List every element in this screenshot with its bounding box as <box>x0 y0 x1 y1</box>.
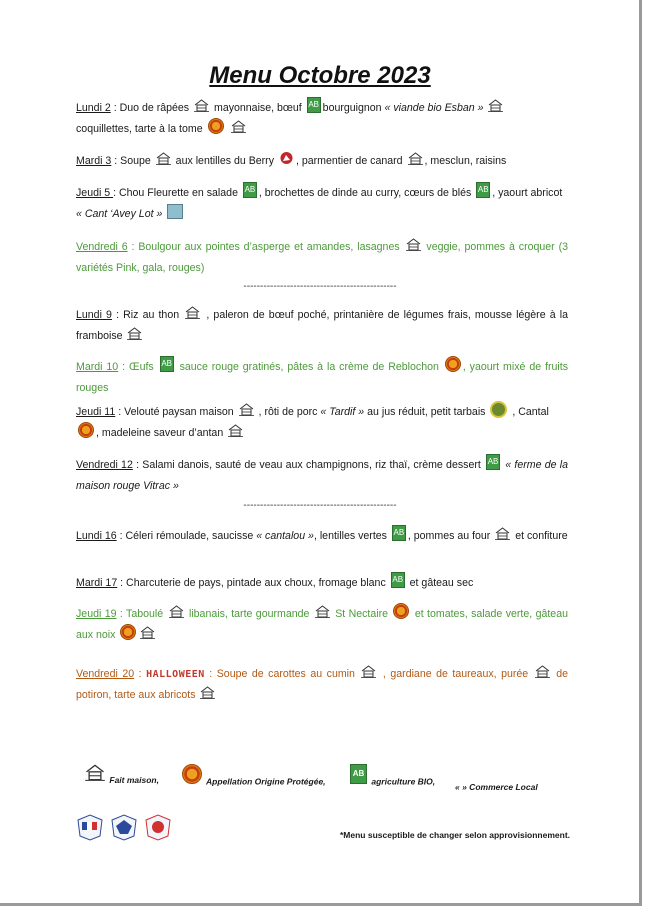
aop-icon <box>78 422 94 438</box>
fait-maison-icon <box>495 527 510 540</box>
bio-icon: AB <box>486 454 500 470</box>
day-label: Jeudi 11 <box>76 406 116 418</box>
bio-icon: AB <box>392 525 406 541</box>
menu-jeudi-19: Jeudi 19 : Taboulé libanais, tarte gourmande St Nectaire et tomates, salade verte, gâteau aux noix <box>76 604 568 646</box>
menu-vendredi-12: Vendredi 12 : Salami danois, sauté de veau aux champignons, riz thaï, crème dessert AB « ferme de la maison rouge Vitrac » <box>76 455 568 497</box>
aop-icon <box>445 356 461 372</box>
fait-maison-icon <box>488 99 503 112</box>
page-title: Menu Octobre 2023 <box>209 62 431 89</box>
label-rouge-icon <box>279 151 294 165</box>
fait-maison-icon <box>185 306 200 319</box>
menu-lundi-16: Lundi 16 : Céleri rémoulade, saucisse « cantalou », lentilles vertes AB , pommes au four et confiture <box>76 526 568 547</box>
fait-maison-icon <box>315 605 330 618</box>
legend-commerce-local: « » Commerce Local <box>455 782 538 792</box>
menu-vendredi-6: Vendredi 6 : Boulgour aux pointes d’asperge et amandes, lasagnes veggie, pommes à croquer (3 variétés Pink, gala, rouges) <box>76 237 568 279</box>
igp-icon <box>490 401 507 418</box>
day-label: Mardi 17 <box>76 577 118 589</box>
bio-icon: AB <box>476 182 490 198</box>
fait-maison-icon <box>156 152 171 165</box>
fait-maison-icon <box>406 238 421 251</box>
day-label: Jeudi 19 <box>76 608 117 620</box>
day-label: Lundi 2 <box>76 102 111 114</box>
aop-icon <box>208 118 224 134</box>
fait-maison-icon <box>127 327 142 340</box>
day-label: Lundi 9 <box>76 309 112 321</box>
menu-vendredi-20: Vendredi 20 : HALLOWEEN : Soupe de carottes au cumin , gardiane de taureaux, purée de potiron, tarte aux abricots <box>76 664 568 706</box>
quality-labels <box>76 812 176 845</box>
menu-lundi-2: Lundi 2 : Duo de râpées mayonnaise, bœuf AB bourguignon « viande bio Esban » coquillettes, tarte à la tome <box>76 98 568 140</box>
aop-icon <box>120 624 136 640</box>
menu-mardi-10: Mardi 10 : Œufs AB sauce rouge gratinés, pâtes à la crème de Reblochon , yaourt mixé de fruits rouges <box>76 357 568 399</box>
day-label: Mardi 3 <box>76 155 112 167</box>
day-label: Lundi 16 <box>76 530 117 542</box>
fait-maison-icon <box>361 665 376 678</box>
menu-mardi-17: Mardi 17 : Charcuterie de pays, pintade aux choux, fromage blanc AB et gâteau sec <box>76 573 568 594</box>
day-label: Vendredi 20 <box>76 668 135 680</box>
bio-icon: AB <box>350 764 367 784</box>
fait-maison-icon <box>535 665 550 678</box>
halloween-label: HALLOWEEN <box>146 669 205 680</box>
fait-maison-icon <box>228 424 243 437</box>
legend-aop: Appellation Origine Protégée, <box>180 772 326 802</box>
fait-maison-icon <box>200 686 215 699</box>
day-label: Jeudi 5 <box>76 187 114 199</box>
aop-icon <box>393 603 409 619</box>
bio-icon: AB <box>160 356 174 372</box>
bio-icon: AB <box>243 182 257 198</box>
week-separator: ---------------------------------------------- <box>243 281 397 292</box>
day-label: Vendredi 12 <box>76 459 133 471</box>
fait-maison-icon <box>239 403 254 416</box>
day-label: Mardi 10 <box>76 361 119 373</box>
fait-maison-icon <box>169 605 184 618</box>
fait-maison-icon <box>194 99 209 112</box>
week-separator: ---------------------------------------------- <box>243 500 397 511</box>
legend-bio: AB agriculture BIO, <box>348 772 435 802</box>
legend-fait-maison: Fait maison, <box>83 772 159 802</box>
fait-maison-icon <box>85 764 105 781</box>
french-origin-labels-icon <box>76 812 176 842</box>
fait-maison-icon <box>231 120 246 133</box>
bio-icon: AB <box>391 572 405 588</box>
commerce-local-icon <box>167 204 183 219</box>
day-label: Vendredi 6 <box>76 241 128 253</box>
aop-icon <box>182 764 202 784</box>
fait-maison-icon <box>140 626 155 639</box>
menu-jeudi-5: Jeudi 5 : Chou Fleurette en salade AB , brochettes de dinde au curry, cœurs de blés AB , yaourt abricot « Cant ‘Avey Lot » <box>76 183 568 225</box>
menu-jeudi-11: Jeudi 11 : Velouté paysan maison , rôti de porc « Tardif » au jus réduit, petit tarbais , Cantal , madeleine saveur d’antan <box>76 402 568 444</box>
bio-icon: AB <box>307 97 321 113</box>
fait-maison-icon <box>408 152 423 165</box>
footnote: *Menu susceptible de changer selon approvisionnement. <box>340 830 571 840</box>
menu-mardi-3: Mardi 3 : Soupe aux lentilles du Berry , parmentier de canard , mesclun, raisins <box>76 151 568 172</box>
menu-lundi-9: Lundi 9 : Riz au thon , paleron de bœuf poché, printanière de légumes frais, mousse légère à la framboise <box>76 305 568 347</box>
